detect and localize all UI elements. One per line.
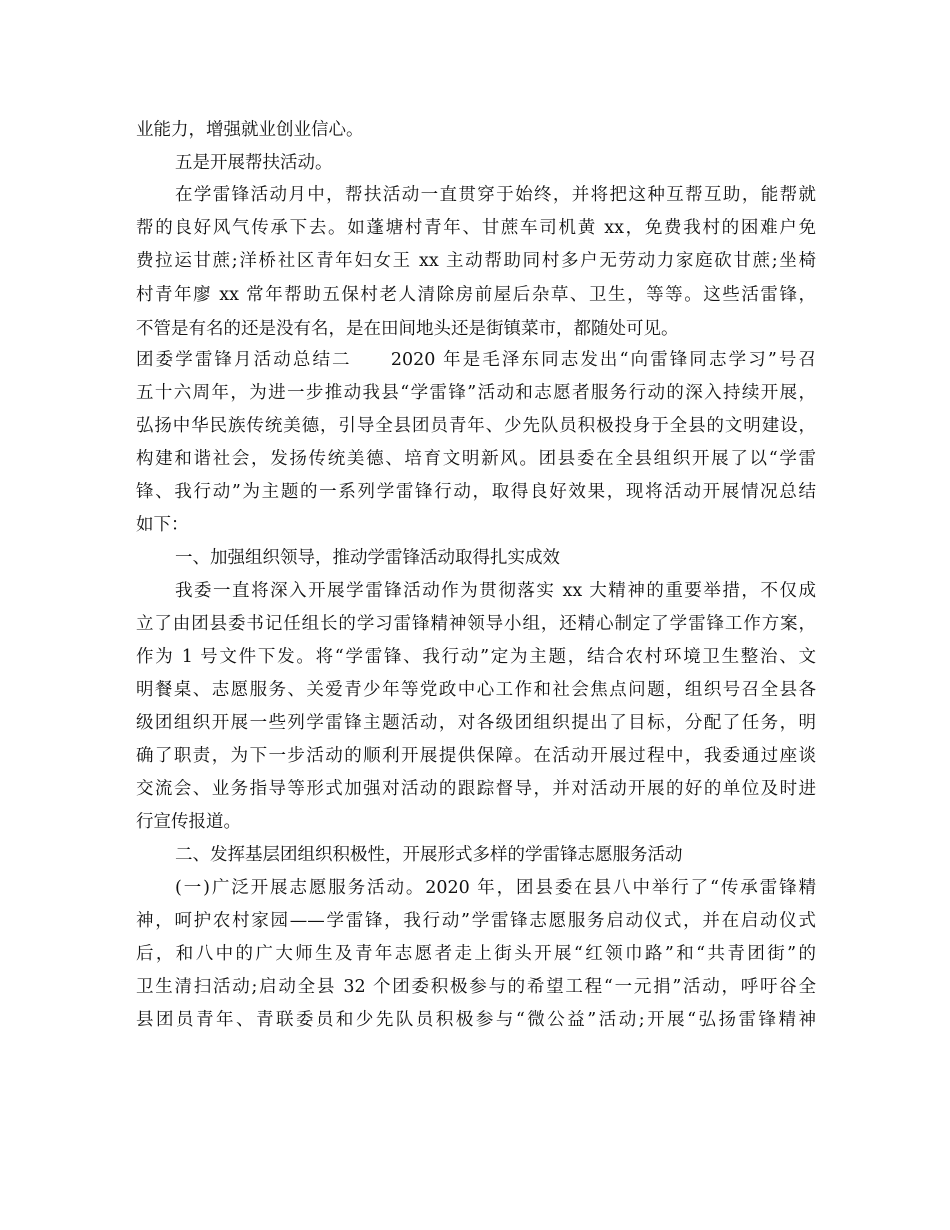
text-line: 立了由团县委书记任组长的学习雷锋精神领导小组，还精心制定了学雷锋工作方案，: [136, 614, 816, 634]
text-line: 交流会、业务指导等形式加强对活动的跟踪督导，并对活动开展的好的单位及时进: [136, 779, 816, 799]
text-line: 明餐桌、志愿服务、关爱青少年等党政中心工作和社会焦点问题，组织号召全县各: [136, 680, 816, 700]
text-line: 确了职责，为下一步活动的顺利开展提供保障。在活动开展过程中，我委通过座谈: [136, 746, 816, 766]
text-line: 锋、我行动”为主题的一系列学雷锋行动，取得良好效果，现将活动开展情况总结: [136, 482, 816, 502]
text-line: 弘扬中华民族传统美德，引导全县团员青年、少先队员积极投身于全县的文明建设，: [136, 416, 816, 436]
text-line: 费拉运甘蔗;洋桥社区青年妇女王 xx 主动帮助同村多户无劳动力家庭砍甘蔗;坐椅: [136, 251, 816, 271]
text-line: 团委学雷锋月活动总结二 2020 年是毛泽东同志发出“向雷锋同志学习”号召: [136, 350, 816, 370]
text-line: 业能力，增强就业创业信心。: [136, 120, 364, 140]
text-line: 级团组织开展一些列学雷锋主题活动，对各级团组织提出了目标，分配了任务，明: [136, 713, 816, 733]
text-line: 行宣传报道。: [136, 812, 241, 832]
text-line: 作为 1 号文件下发。将“学雷锋、我行动”定为主题，结合农村环境卫生整治、文: [136, 647, 816, 667]
section-heading: 一、加强组织领导，推动学雷锋活动取得扎实成效: [175, 548, 560, 568]
text-line: 卫生清扫活动;启动全县 32 个团委积极参与的希望工程“一元捐”活动，呼吁谷全: [136, 977, 816, 997]
text-line: 五十六周年，为进一步推动我县“学雷锋”活动和志愿者服务行动的深入持续开展，: [136, 383, 816, 403]
section-heading: 二、发挥基层团组织积极性，开展形式多样的学雷锋志愿服务活动: [175, 845, 683, 865]
text-line: 神，呵护农村家园——学雷锋，我行动”学雷锋志愿服务启动仪式，并在启动仪式: [136, 911, 816, 931]
text-line: 不管是有名的还是没有名，是在田间地头还是街镇菜市，都随处可见。: [136, 319, 679, 339]
text-line: 后，和八中的广大师生及青年志愿者走上街头开展“红领巾路”和“共青团街”的: [136, 944, 816, 964]
text-line: 我委一直将深入开展学雷锋活动作为贯彻落实 xx 大精神的重要举措，不仅成: [175, 581, 816, 601]
text-line: 构建和谐社会，发扬传统美德、培育文明新风。团县委在全县组织开展了以“学雷: [136, 449, 816, 469]
text-line: 五是开展帮扶活动。: [175, 153, 333, 173]
text-line: 帮的良好风气传承下去。如蓬塘村青年、甘蔗车司机黄 xx，免费我村的困难户免: [136, 218, 816, 238]
text-line: 村青年廖 xx 常年帮助五保村老人清除房前屋后杂草、卫生，等等。这些活雷锋，: [136, 285, 816, 305]
text-line: (一)广泛开展志愿服务活动。2020 年，团县委在县八中举行了“传承雷锋精: [175, 878, 816, 898]
text-line: 县团员青年、青联委员和少先队员积极参与“微公益”活动;开展“弘扬雷锋精神: [136, 1010, 816, 1030]
text-line: 如下：: [136, 515, 189, 535]
text-line: 在学雷锋活动月中，帮扶活动一直贯穿于始终，并将把这种互帮互助，能帮就: [175, 185, 816, 205]
